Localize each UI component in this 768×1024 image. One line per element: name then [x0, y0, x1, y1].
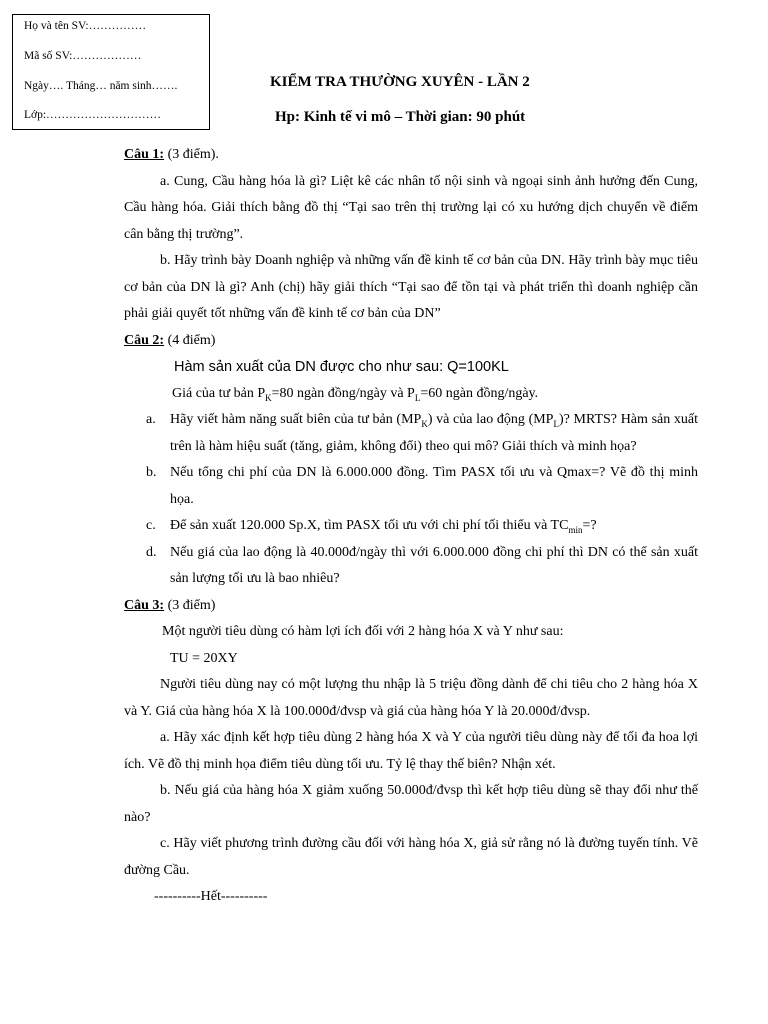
q2d-text: Nếu giá của lao động là 40.000đ/ngày thì với 6.000.000 đồng chi phí thì DN có thể sản xuất sản lượng tối ưu là bao nhiêu? [170, 544, 698, 586]
q2b-text: Nếu tổng chi phí của DN là 6.000.000 đồng. Tìm PASX tối ưu và Qmax=? Vẽ đồ thị minh họa. [170, 465, 698, 507]
input-prices [124, 381, 698, 408]
question-2d [124, 540, 698, 593]
question-1b: b. Hãy trình bày Doanh nghiệp và những vấn đề kinh tế cơ bản của DN. Hãy trình bày mục tiêu cơ bản của DN là gì? Anh (chị) hãy giải thích “Tại sao để tồn tại và phát triển thì doanh nghiệp cần phải giải quyết tốt những vấn đề kinh tế cơ bản của DN” [124, 253, 698, 321]
end-marker: ----------Hết---------- [154, 889, 268, 904]
student-dob-line: Ngày…. Tháng… năm sinh……. [24, 80, 178, 92]
question-1-heading [124, 142, 698, 169]
question-3-heading [124, 593, 698, 620]
question-2a [124, 407, 698, 460]
student-class-line: Lớp:………………………… [24, 109, 162, 121]
price-text-2: =80 ngàn đồng/ngày và P [271, 385, 415, 401]
question-1a: a. Cung, Cầu hàng hóa là gì? Liệt kê các nhân tố nội sinh và ngoại sinh ảnh hưởng đến Cung, Cầu hàng hóa. Giải thích bằng đồ thị “Tại sao trên thị trường lại có xu hướng dịch chuyển về điểm cân bằng thị trường”. [124, 173, 698, 242]
price-text-3: =60 ngàn đồng/ngày. [420, 385, 539, 401]
question-3-budget: Người tiêu dùng nay có một lượng thu nhập là 5 triệu đồng dành để chi tiêu cho 2 hàng hóa X và Y. Giá của hàng hóa X là 100.000đ/đvsp và giá của hàng hóa Y là 20.000đ/đvsp. [124, 677, 698, 719]
list-marker: d. [146, 544, 157, 560]
question-3b: b. Nếu giá của hàng hóa X giảm xuống 50.000đ/đvsp thì kết hợp tiêu dùng sẽ thay đổi như thế nào? [124, 783, 698, 825]
list-marker: c. [146, 518, 156, 533]
question-2-list [124, 407, 698, 593]
question-3-points: (3 điểm) [164, 597, 216, 613]
question-2-points: (4 điểm) [164, 332, 216, 348]
q2a-text-1: Hãy viết hàm năng suất biên của tư bản (MP [170, 412, 422, 427]
list-marker: b. [146, 465, 157, 480]
q2a-text-2: ) và của lao động (MP [427, 412, 554, 427]
exam-title: KIỂM TRA THƯỜNG XUYÊN - LẦN 2 [270, 74, 530, 90]
question-3c: c. Hãy viết phương trình đường cầu đối với hàng hóa X, giả sử rằng nó là đường tuyến tính. Vẽ đường Cầu. [124, 836, 698, 878]
question-3-label: Câu 3: [124, 597, 165, 613]
exam-body [124, 142, 698, 911]
question-2-label: Câu 2: [124, 332, 165, 348]
q2c-text-1: Để sản xuất 120.000 Sp.X, tìm PASX tối ưu với chi phí tối thiểu và TC [170, 518, 569, 533]
student-info-box [12, 14, 210, 130]
q2a-sub-l: L [553, 418, 559, 429]
utility-function: TU = 20XY [170, 650, 238, 666]
q2a-sub-k: K [421, 418, 428, 429]
question-1-label: Câu 1: [124, 147, 165, 162]
price-sub-k: K [265, 392, 272, 403]
question-1-points: (3 điểm). [164, 147, 219, 162]
question-2b [124, 460, 698, 513]
question-2-heading [124, 328, 698, 355]
student-id-line: Mã số SV:……………… [24, 50, 142, 62]
q2c-sub-min: min [568, 524, 583, 535]
production-function: Hàm sản xuất của DN được cho như sau: Q=100KL [174, 359, 509, 375]
price-sub-l: L [414, 392, 421, 403]
question-2c [124, 513, 698, 540]
price-text-1: Giá của tư bản P [172, 385, 266, 401]
question-3a: a. Hãy xác định kết hợp tiêu dùng 2 hàng hóa X và Y của người tiêu dùng này để tối đa hoa lợi ích. Vẽ đồ thị minh họa điểm tiêu dùng tối ưu. Tỷ lệ thay thế biên? Nhận xét. [124, 730, 698, 772]
question-3-intro: Một người tiêu dùng có hàm lợi ích đối với 2 hàng hóa X và Y như sau: [162, 624, 564, 639]
exam-subtitle: Hp: Kinh tế vi mô – Thời gian: 90 phút [275, 109, 526, 125]
student-name-line: Họ và tên SV:…………… [24, 20, 147, 32]
q2c-text-2: =? [582, 518, 597, 533]
q2a-text-3: )? MRTS? Hàm sản xuất trên là hàm hiệu suất (tăng, giảm, không đổi) theo qui mô? Giải thích và minh họa? [170, 412, 699, 454]
list-marker: a. [146, 412, 156, 427]
